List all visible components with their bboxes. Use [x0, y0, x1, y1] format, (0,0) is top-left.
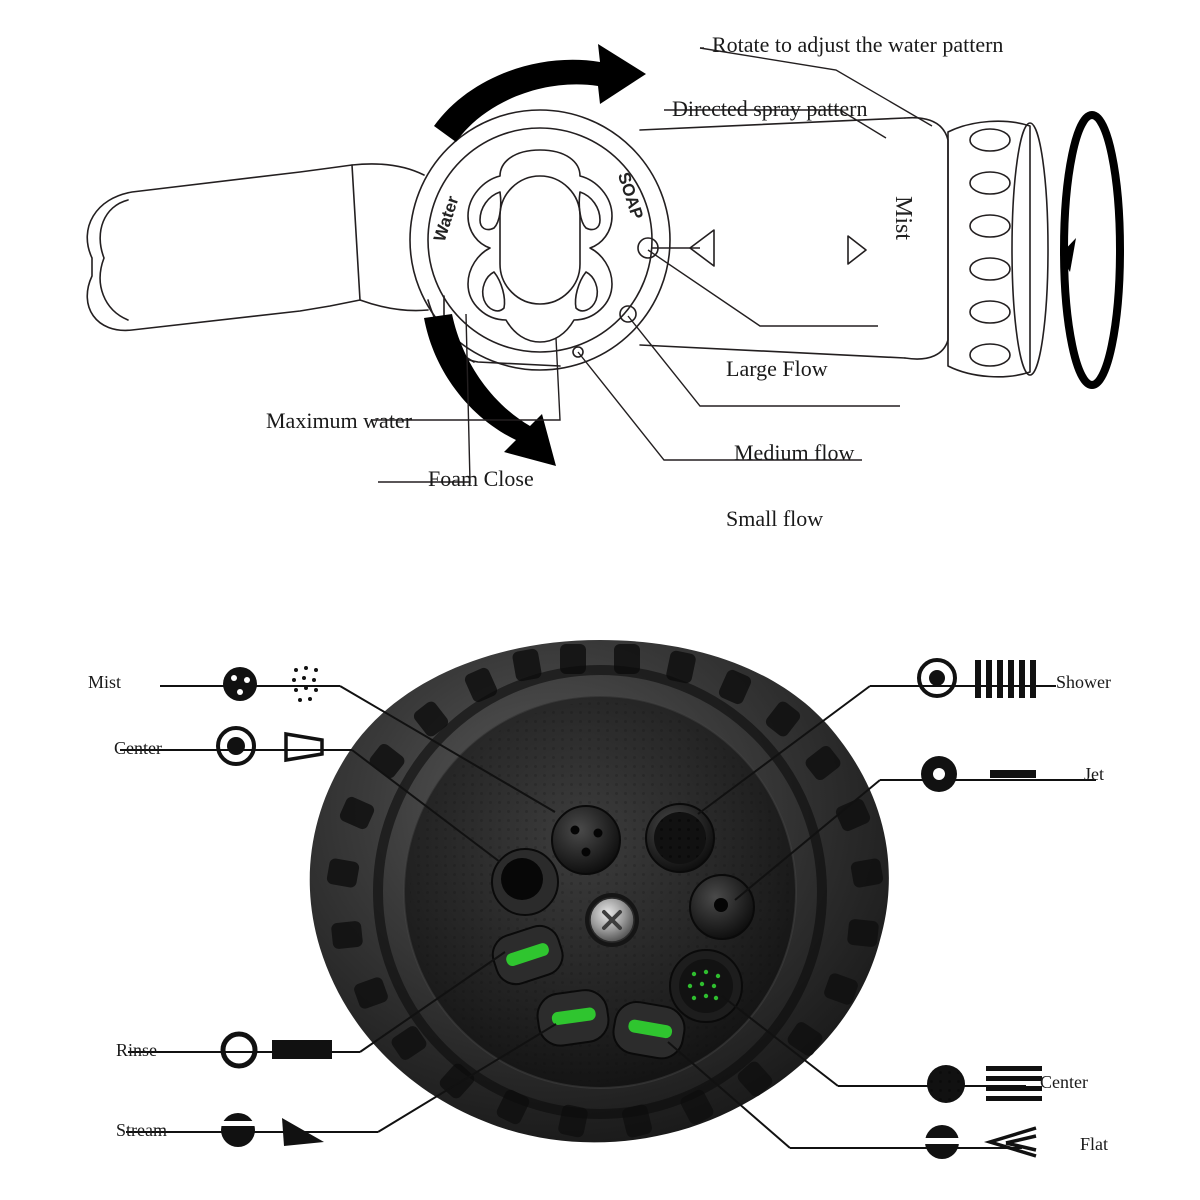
nozzle-body — [310, 640, 889, 1142]
label-center-left: Center — [114, 738, 162, 758]
label-center-right: Center — [1040, 1072, 1088, 1092]
rotation-arrows — [424, 44, 646, 466]
callout-mist: Mist — [890, 196, 916, 241]
callout-medium-flow: Medium flow — [734, 440, 855, 465]
label-stream: Stream — [116, 1120, 167, 1140]
right-pattern-icons — [919, 660, 1042, 1159]
label-flat: Flat — [1080, 1134, 1109, 1154]
nozzle-face-illustration — [0, 600, 1200, 1200]
label-rinse: Rinse — [116, 1040, 158, 1060]
callout-maximum-water: Maximum water — [266, 408, 413, 433]
dial-label-soap: SOAP — [613, 170, 647, 222]
callout-rotate-adjust: Rotate to adjust the water pattern — [712, 32, 1004, 57]
label-mist: Mist — [88, 672, 122, 692]
callout-foam-close: Foam Close — [428, 466, 534, 491]
dial-label-water: Water — [430, 193, 463, 244]
bottom-diagram-panel — [0, 600, 1200, 1200]
label-shower: Shower — [1056, 672, 1111, 692]
label-jet: Jet — [1084, 764, 1104, 784]
callout-large-flow: Large Flow — [726, 356, 828, 381]
callout-small-flow: Small flow — [726, 506, 824, 531]
callout-directed-spray: Directed spray pattern — [672, 96, 868, 121]
